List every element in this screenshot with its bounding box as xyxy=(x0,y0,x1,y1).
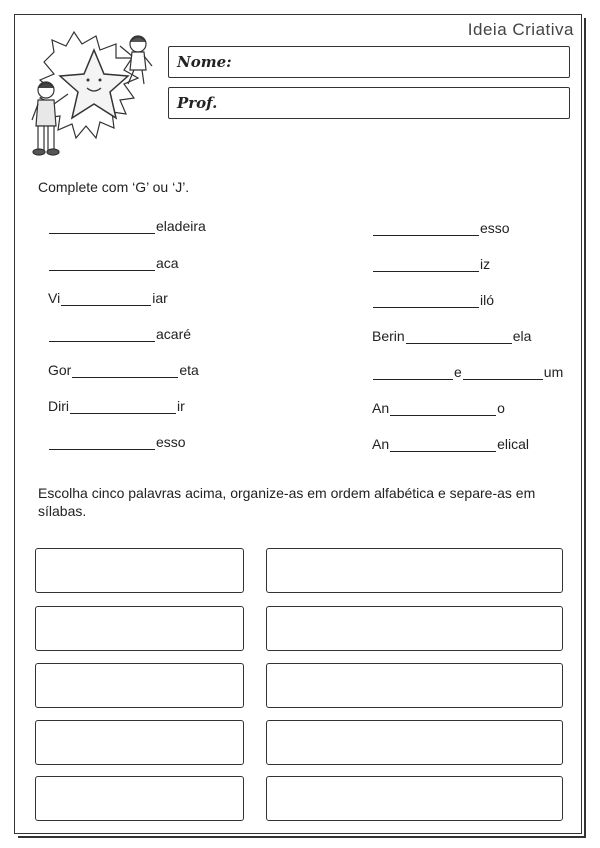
answer-box-syllables[interactable] xyxy=(266,548,563,593)
fill-blank[interactable] xyxy=(390,401,496,416)
item-suffix: eta xyxy=(179,362,199,378)
answer-box-word[interactable] xyxy=(35,663,244,708)
item-suffix: um xyxy=(543,364,564,380)
fill-blank[interactable] xyxy=(373,365,453,380)
fill-blank[interactable] xyxy=(72,363,178,378)
fill-blank[interactable] xyxy=(390,437,496,452)
item-prefix: An xyxy=(372,436,390,452)
fill-blank[interactable] xyxy=(61,291,151,306)
fill-item xyxy=(48,434,186,450)
fill-item xyxy=(48,362,199,378)
item-prefix: Berin xyxy=(372,328,405,344)
fill-blank[interactable] xyxy=(49,256,155,271)
item-prefix: Gor xyxy=(48,362,72,378)
item-suffix: ela xyxy=(512,328,532,344)
fill-blank[interactable] xyxy=(49,327,155,342)
item-suffix: o xyxy=(497,400,505,416)
fill-item xyxy=(372,436,529,452)
fill-item xyxy=(372,364,563,380)
brand-title: Ideia Criativa xyxy=(467,20,574,39)
fill-blank[interactable] xyxy=(373,293,479,308)
fill-item xyxy=(372,328,531,344)
fill-item xyxy=(48,218,206,234)
item-suffix: ir xyxy=(177,398,185,414)
exercise1-instruction: Complete com ‘G’ ou ‘J’. xyxy=(38,179,190,195)
fill-item xyxy=(372,292,494,308)
fill-blank[interactable] xyxy=(373,257,479,272)
item-prefix: Diri xyxy=(48,398,69,414)
answer-box-syllables[interactable] xyxy=(266,776,563,821)
fill-item xyxy=(48,326,191,342)
item-prefix: An xyxy=(372,400,390,416)
item-suffix: elical xyxy=(497,436,530,452)
fill-blank[interactable] xyxy=(70,399,176,414)
fill-item xyxy=(372,220,510,236)
fill-blank[interactable] xyxy=(49,435,155,450)
fill-blank[interactable] xyxy=(406,329,512,344)
fill-blank[interactable] xyxy=(49,219,155,234)
fill-item xyxy=(372,256,490,272)
item-suffix: iz xyxy=(480,256,491,272)
item-suffix: iar xyxy=(152,290,168,306)
item-suffix: aca xyxy=(156,255,179,271)
fill-blank[interactable] xyxy=(463,365,543,380)
answer-box-syllables[interactable] xyxy=(266,663,563,708)
name-label: Nome: xyxy=(177,53,232,71)
answer-box-syllables[interactable] xyxy=(266,606,563,651)
answer-box-syllables[interactable] xyxy=(266,720,563,765)
teacher-field[interactable] xyxy=(168,87,570,119)
item-suffix: eladeira xyxy=(156,218,206,234)
fill-blank[interactable] xyxy=(373,221,479,236)
fill-item xyxy=(48,255,179,271)
answer-box-word[interactable] xyxy=(35,548,244,593)
children-with-star-icon xyxy=(24,22,164,162)
item-suffix: esso xyxy=(480,220,510,236)
fill-item xyxy=(48,290,168,306)
item-suffix: acaré xyxy=(156,326,192,342)
fill-item xyxy=(372,400,505,416)
item-prefix: Vi xyxy=(48,290,61,306)
answer-box-word[interactable] xyxy=(35,720,244,765)
exercise2-instruction: Escolha cinco palavras acima, organize-as em ordem alfabética e separe-as em sílabas. xyxy=(38,485,536,519)
name-field[interactable] xyxy=(168,46,570,78)
item-middle: e xyxy=(454,364,462,380)
answer-box-word[interactable] xyxy=(35,776,244,821)
item-suffix: esso xyxy=(156,434,186,450)
fill-item xyxy=(48,398,185,414)
teacher-label: Prof. xyxy=(177,94,218,112)
item-suffix: iló xyxy=(480,292,495,308)
answer-box-word[interactable] xyxy=(35,606,244,651)
